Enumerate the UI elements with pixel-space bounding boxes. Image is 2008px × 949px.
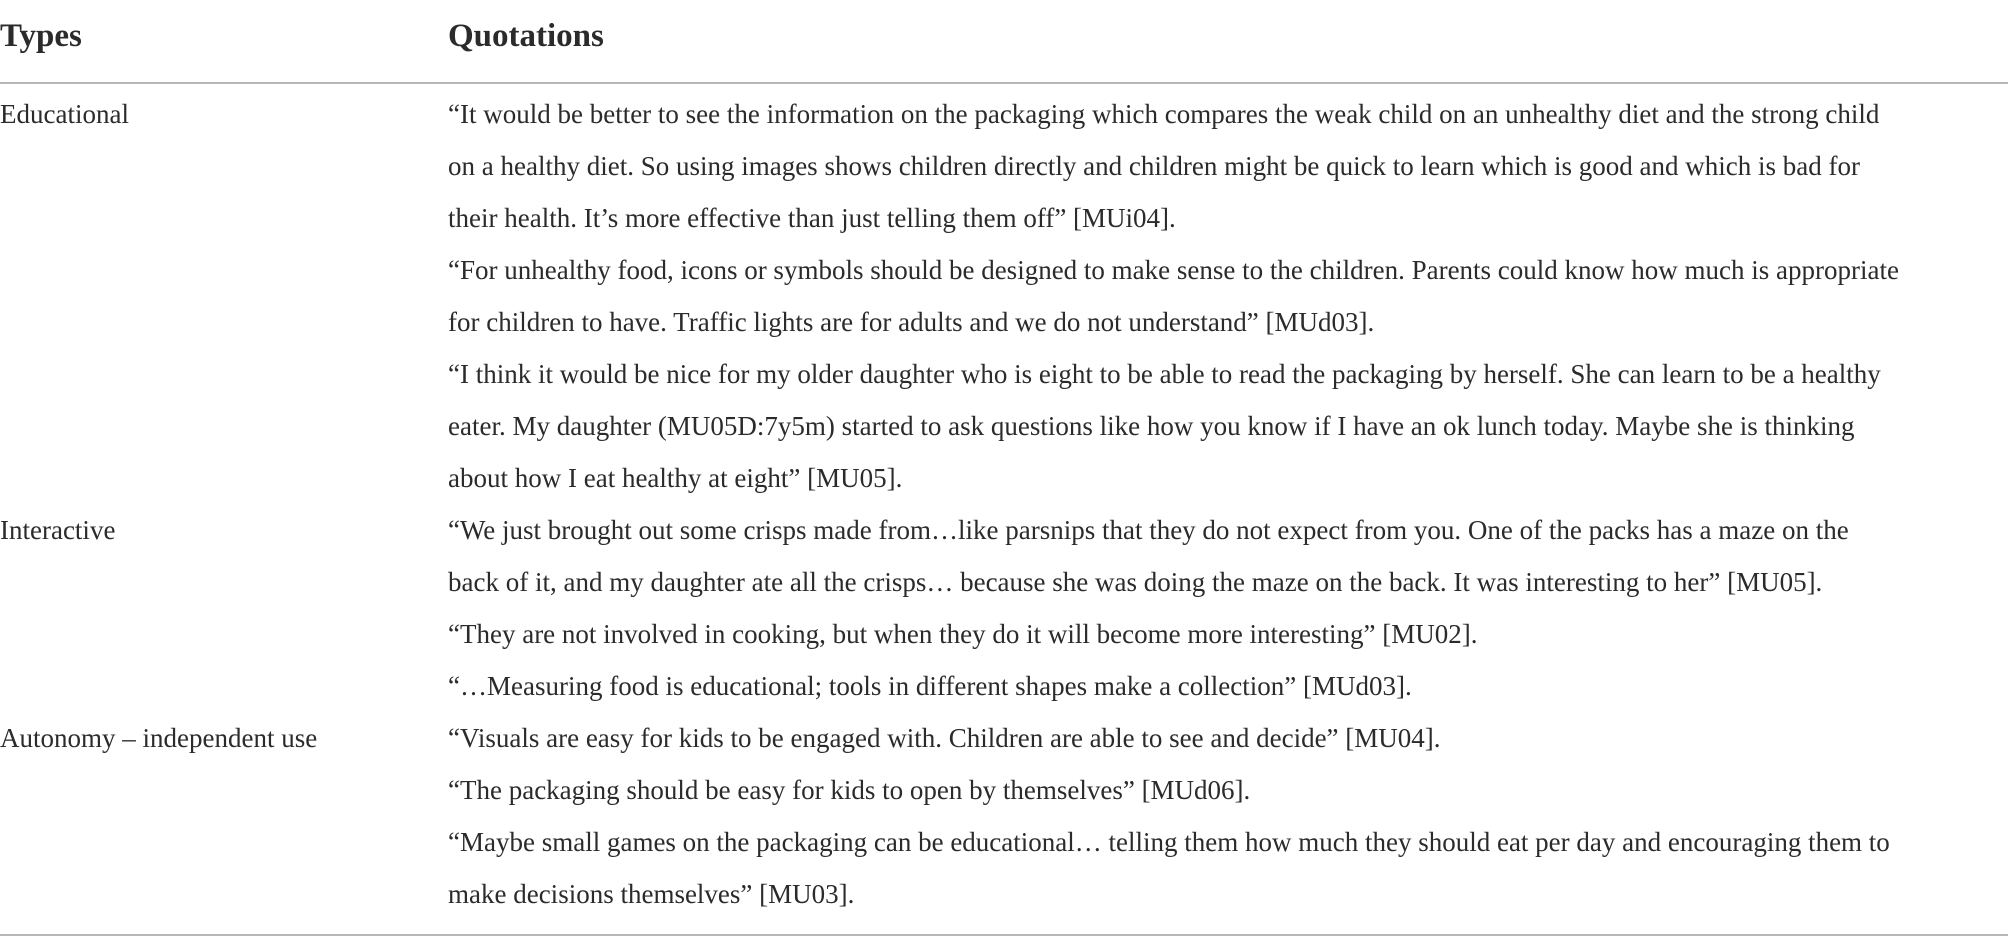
quote: “…Measuring food is educational; tools in different shapes make a collection” [MUd03]. xyxy=(448,671,1412,701)
quote: “They are not involved in cooking, but when they do it will become more interesting” [MU02]. xyxy=(448,619,1478,649)
quote: “I think it would be nice for my older daughter who is eight to be able to read the packaging by herself. She can learn to be a healthy eater. My daughter (MU05D:7y5m) started to ask questions like how you know if I have an ok lunch today. Maybe she is thinking about how I eat healthy at eight” [MU05]. xyxy=(448,359,1881,493)
quote: “For unhealthy food, icons or symbols should be designed to make sense to the children. Parents could know how much is appropriate for children to have. Traffic lights are for adults and we do not understand” [MUd03]. xyxy=(448,255,1899,337)
quote: “It would be better to see the information on the packaging which compares the weak child on an unhealthy diet and the strong child on a healthy diet. So using images shows children directly and children might be quick to learn which is good and which is bad for their health. It’s more effective than just telling them off” [MUi04]. xyxy=(448,99,1880,233)
quotes-cell xyxy=(448,712,2008,920)
table-bottom-rule xyxy=(0,934,2008,936)
table-row xyxy=(0,712,2008,920)
header-types: Types xyxy=(0,18,82,54)
quotes-cell xyxy=(448,88,2008,504)
header-quotations: Quotations xyxy=(448,18,604,54)
table-header xyxy=(0,0,2008,84)
quotes-cell xyxy=(448,504,2008,712)
quote: “We just brought out some crisps made from…like parsnips that they do not expect from you. One of the packs has a maze on the back of it, and my daughter ate all the crisps… because she was doing the maze on the back. It was interesting to her” [MU05]. xyxy=(448,515,1849,597)
type-cell: Educational xyxy=(0,99,129,129)
quote: “Visuals are easy for kids to be engaged with. Children are able to see and decide” [MU04]. xyxy=(448,723,1441,753)
type-cell: Autonomy – independent use xyxy=(0,723,318,753)
table-body xyxy=(0,84,2008,920)
table-row xyxy=(0,504,2008,712)
quote: “The packaging should be easy for kids to open by themselves” [MUd06]. xyxy=(448,775,1251,805)
type-cell: Interactive xyxy=(0,515,116,545)
quote: “Maybe small games on the packaging can be educational… telling them how much they should eat per day and encouraging them to make decisions themselves” [MU03]. xyxy=(448,827,1890,909)
table-row xyxy=(0,88,2008,504)
